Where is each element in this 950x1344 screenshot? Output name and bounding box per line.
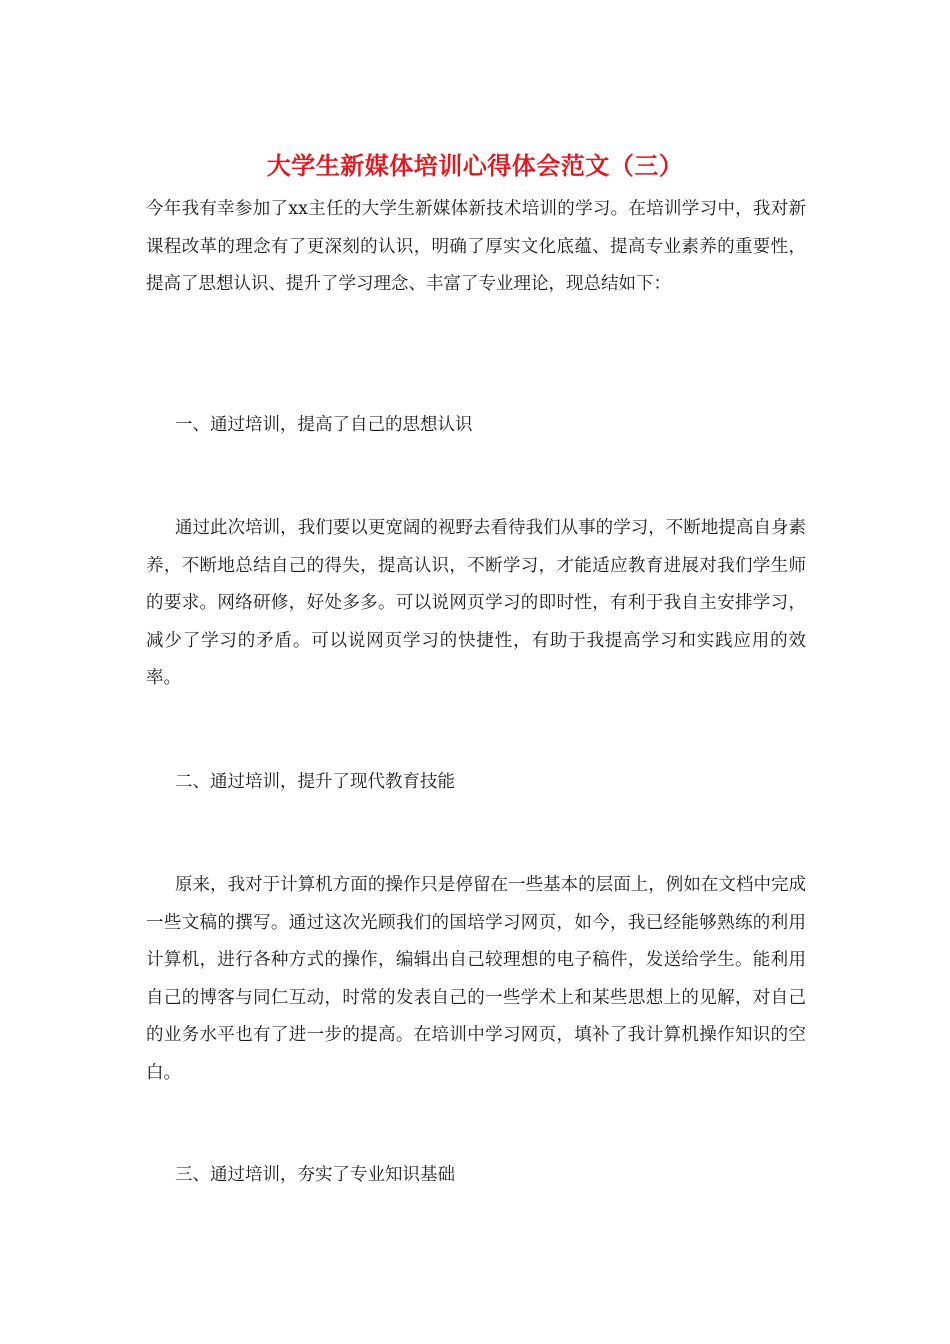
- section-2-heading: 二、通过培训，提升了现代教育技能: [175, 772, 455, 792]
- section-1-heading: 一、通过培训，提高了自己的思想认识: [175, 415, 473, 435]
- document-title: 大学生新媒体培训心得体会范文（三）: [266, 151, 684, 180]
- section-1-paragraph: 通过此次培训，我们要以更宽阔的视野去看待我们从事的学习，不断地提高自身素养，不断地总结自己的得失，提高认识，不断学习，才能适应教育进展对我们学生师的要求。网络研修，好处多多。可以说网页学习的即时性，有利于我自主安排学习，减少了学习的矛盾。可以说网页学习的快捷性，有助于我提高学习和实践应用的效率。: [146, 518, 806, 688]
- section-2-paragraph: 原来，我对于计算机方面的操作只是停留在一些基本的层面上，例如在文档中完成一些文稿的撰写。通过这次光顾我们的国培学习网页，如今，我已经能够熟练的利用计算机，进行各种方式的操作，编辑出自己较理想的电子稿件，发送给学生。能利用自己的博客与同仁互动，时常的发表自己的一些学术上和某些思想上的见解，对自己的业务水平也有了进一步的提高。在培训中学习网页，填补了我计算机操作知识的空白。: [146, 875, 806, 1083]
- intro-paragraph: 今年我有幸参加了xx主任的大学生新媒体新技术培训的学习。在培训学习中，我对新课程改革的理念有了更深刻的认识，明确了厚实文化底蕴、提高专业素养的重要性，提高了思想认识、提升了学习理念、丰富了专业理论，现总结如下：: [146, 199, 806, 294]
- section-3-heading: 三、通过培训，夯实了专业知识基础: [175, 1165, 455, 1185]
